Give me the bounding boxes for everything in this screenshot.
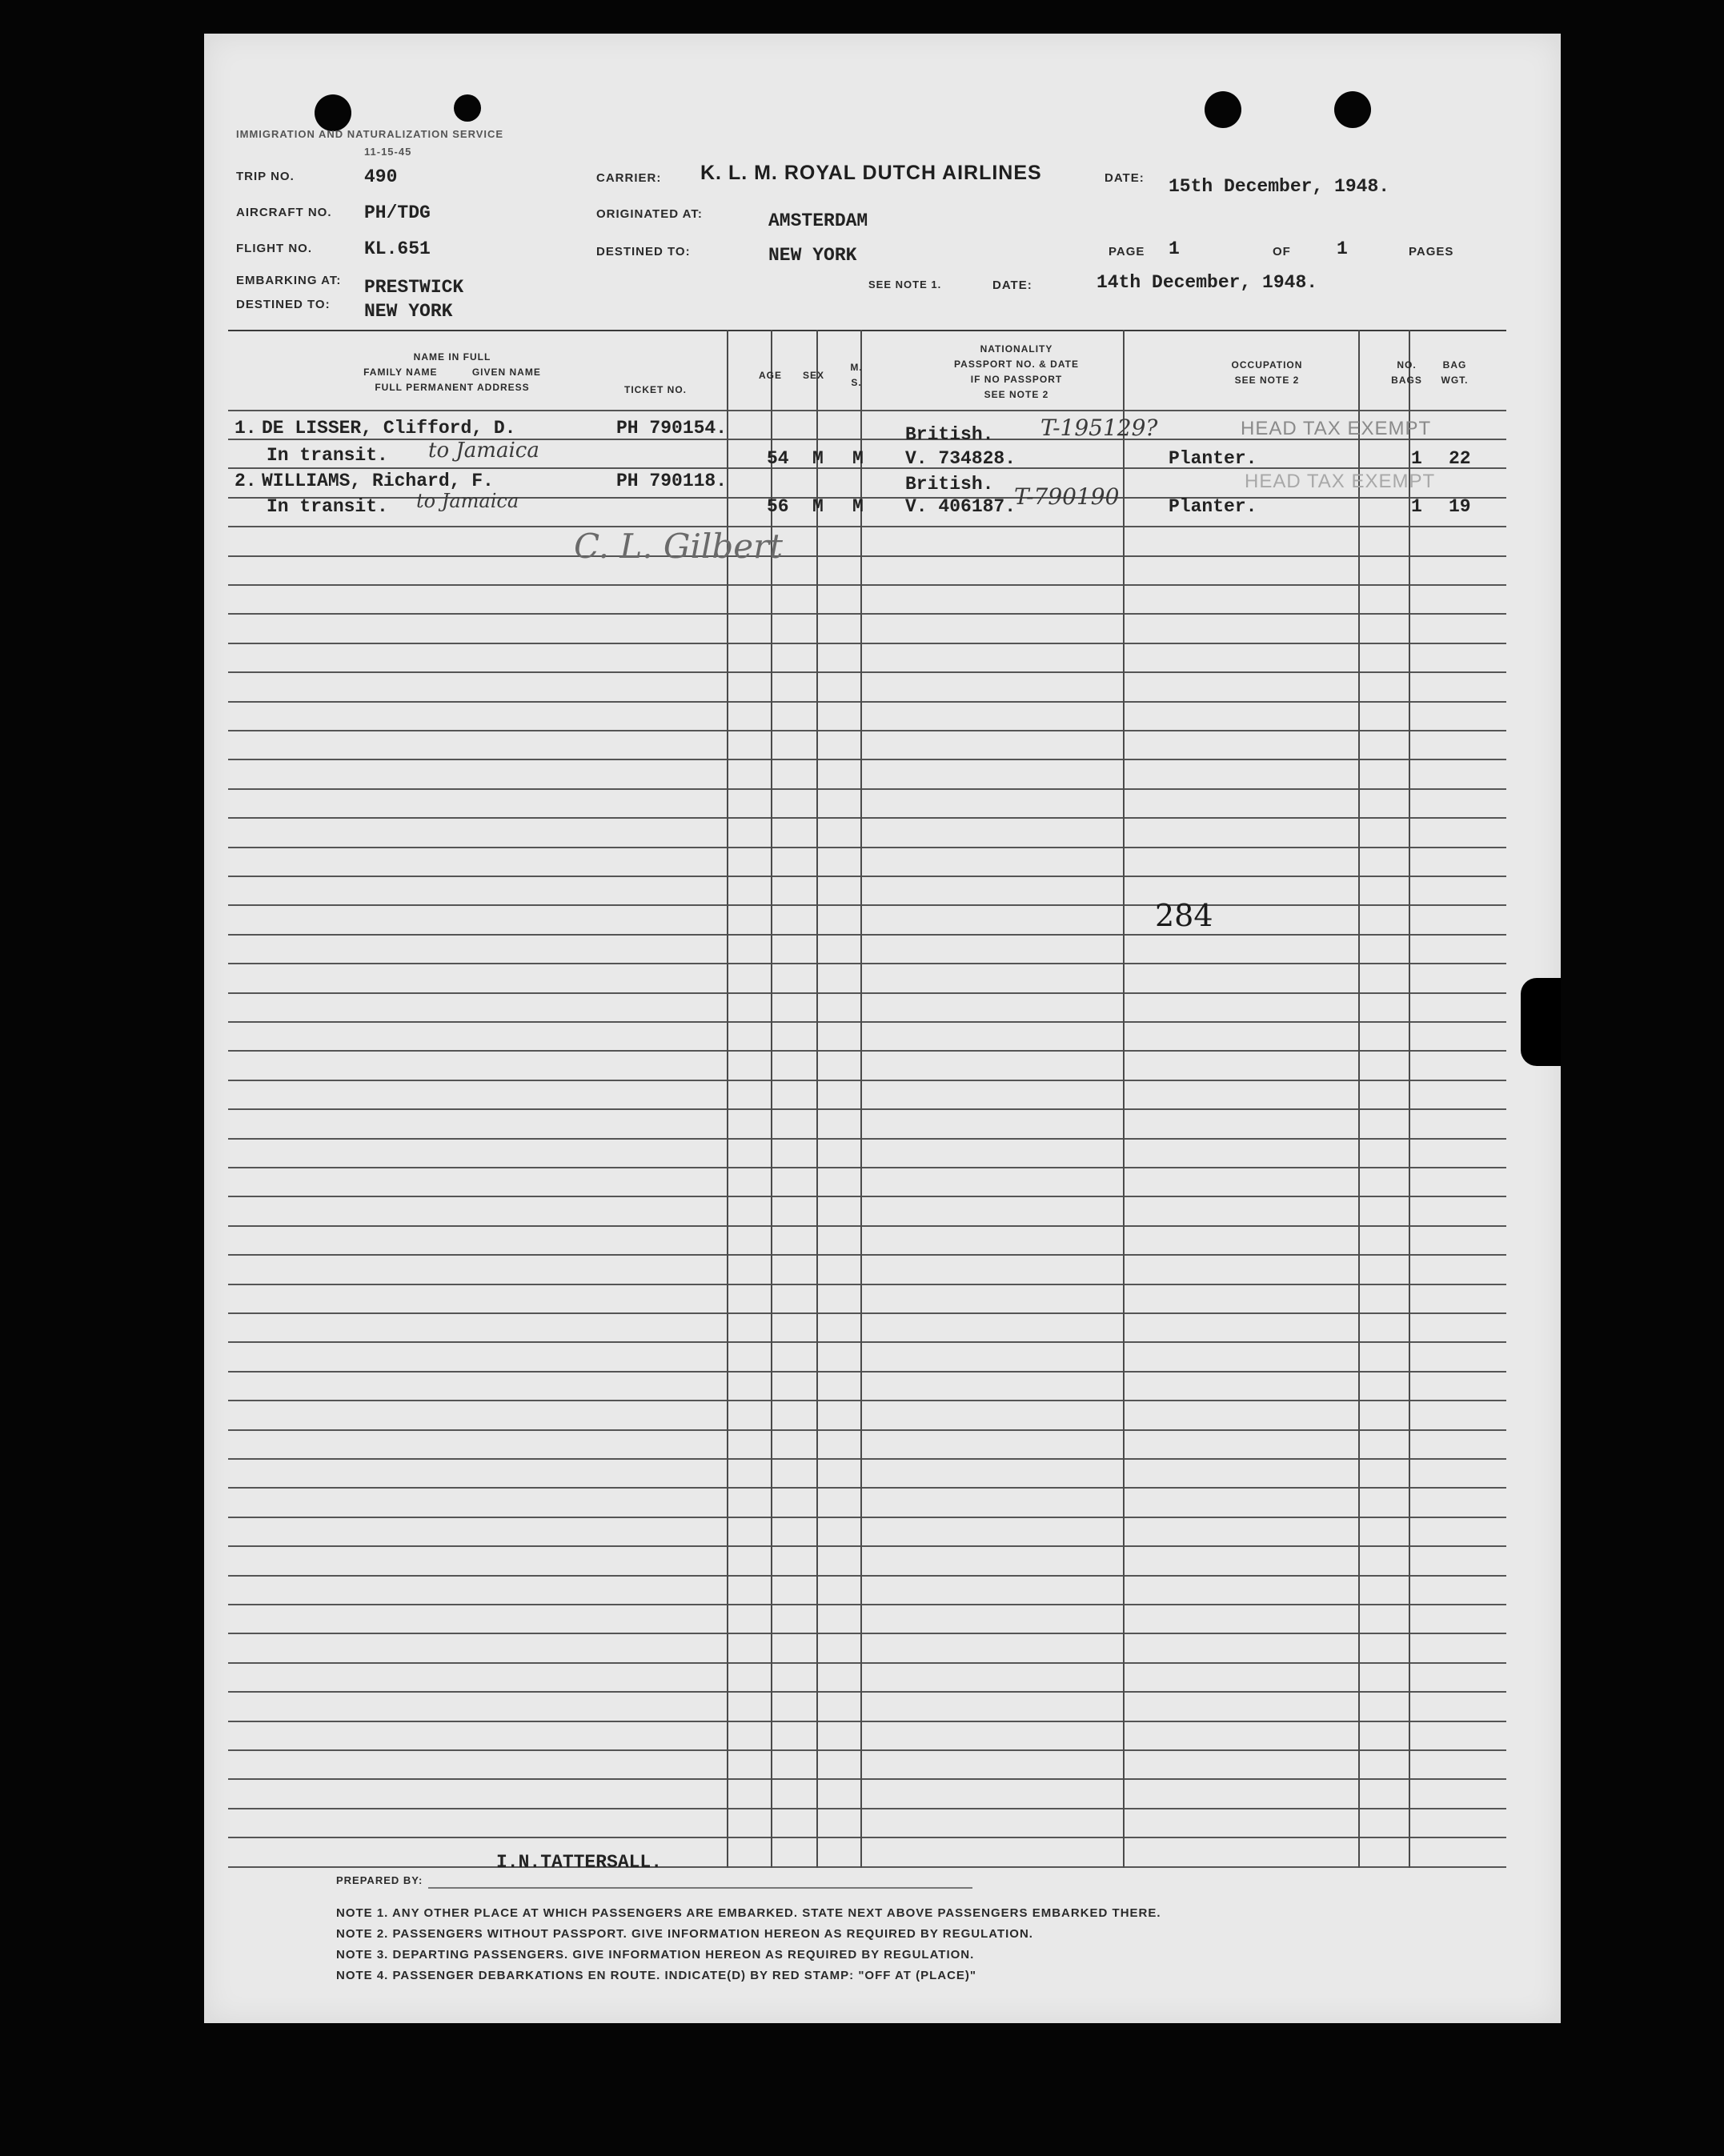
col-header-occ-line2: SEE NOTE 2 xyxy=(1234,375,1300,386)
table-rule xyxy=(228,1517,1506,1518)
table-rule xyxy=(228,1837,1506,1838)
table-rule xyxy=(228,847,1506,848)
pages-label: PAGES xyxy=(1409,245,1454,258)
table-column-divider xyxy=(860,330,862,1868)
table-rule xyxy=(228,1808,1506,1809)
table-rule xyxy=(228,759,1506,760)
note-3: NOTE 3. DEPARTING PASSENGERS. GIVE INFORMATION HEREON AS REQUIRED BY REGULATION. xyxy=(336,1948,975,1962)
signature-initials: C. L. Gilbert xyxy=(574,527,784,566)
p1-address-handwritten: to Jamaica xyxy=(428,439,539,463)
col-header-bag-wgt xyxy=(1433,358,1477,388)
table-column-divider xyxy=(1409,330,1410,1868)
p1-wgt: 22 xyxy=(1449,448,1471,469)
prepared-by-label: PREPARED BY: xyxy=(336,1874,423,1886)
table-rule xyxy=(228,1312,1506,1314)
table-rule xyxy=(228,1284,1506,1285)
date-value: 15th December, 1948. xyxy=(1169,176,1390,197)
p2-sex: M xyxy=(812,496,824,517)
table-column-divider xyxy=(1123,330,1125,1868)
col-header-ms xyxy=(844,360,868,391)
table-rule xyxy=(228,643,1506,644)
col-header-age: AGE xyxy=(759,370,783,381)
p1-sex: M xyxy=(812,448,824,469)
table-rule xyxy=(228,1487,1506,1489)
col-header-ticket: TICKET NO. xyxy=(624,384,687,395)
col-header-name-line3: FULL PERMANENT ADDRESS xyxy=(375,382,530,393)
p2-wgt: 19 xyxy=(1449,496,1471,517)
col-header-name-line1: NAME IN FULL xyxy=(413,351,491,363)
table-rule xyxy=(228,701,1506,703)
flight-no-value: KL.651 xyxy=(364,238,431,259)
carrier-value: K. L. M. ROYAL DUTCH AIRLINES xyxy=(700,162,1042,184)
p2-age: 56 xyxy=(767,496,789,517)
of-value: 1 xyxy=(1337,238,1348,259)
table-rule xyxy=(228,934,1506,936)
p2-nationality: British. xyxy=(905,474,994,495)
punch-hole-right-1 xyxy=(1205,91,1241,128)
table-rule xyxy=(228,1575,1506,1577)
p1-nationality: British. xyxy=(905,424,994,445)
p2-ticket: PH 790118. xyxy=(616,471,728,491)
note-4: NOTE 4. PASSENGER DEBARKATIONS EN ROUTE. INDICATE(D) BY RED STAMP: "OFF AT (PLACE)" xyxy=(336,1969,977,1982)
aircraft-no-value: PH/TDG xyxy=(364,202,431,223)
torn-edge-shadow xyxy=(1521,978,1561,1066)
col-header-nat-line4: SEE NOTE 2 xyxy=(984,389,1049,400)
col-header-occupation xyxy=(1151,358,1383,388)
table-rule xyxy=(228,1138,1506,1140)
date-label: DATE: xyxy=(1105,171,1145,185)
p2-name: WILLIAMS, Richard, F. xyxy=(262,471,494,491)
table-rule xyxy=(228,555,1506,557)
p2-head-tax-stamp: HEAD TAX EXEMPT xyxy=(1245,471,1436,492)
table-rule xyxy=(228,1633,1506,1634)
table-rule xyxy=(228,1778,1506,1780)
col-header-sex: SEX xyxy=(803,370,825,381)
table-rule xyxy=(228,1691,1506,1693)
col-header-wgt-line2: WGT. xyxy=(1441,375,1469,386)
p2-address-handwritten: to Jamaica xyxy=(416,490,519,512)
destined-to-top-label: DESTINED TO: xyxy=(596,245,691,258)
page-label: PAGE xyxy=(1109,245,1145,258)
p1-passport: V. 734828. xyxy=(905,448,1016,469)
page-value: 1 xyxy=(1169,238,1180,259)
of-label: OF xyxy=(1273,245,1291,258)
table-rule xyxy=(228,1545,1506,1547)
table-column-divider xyxy=(816,330,818,1868)
p2-occupation: Planter. xyxy=(1169,496,1257,517)
table-rule xyxy=(228,904,1506,906)
p2-passport: V. 406187. xyxy=(905,496,1016,517)
p1-nationality-handwritten: T-195129? xyxy=(1040,415,1158,441)
col-header-occ-line1: OCCUPATION xyxy=(1231,359,1303,371)
see-note-1: SEE NOTE 1. xyxy=(868,279,942,291)
table-rule xyxy=(228,876,1506,877)
col-header-nat-line1: NATIONALITY xyxy=(980,343,1053,355)
embarking-at-value: PRESTWICK xyxy=(364,277,464,298)
col-header-bags-line2: BAGS xyxy=(1391,375,1422,386)
col-header-ms-line2: S. xyxy=(851,377,862,388)
passenger-table xyxy=(228,330,1506,1868)
aircraft-no-label: AIRCRAFT NO. xyxy=(236,206,332,219)
note-2: NOTE 2. PASSENGERS WITHOUT PASSPORT. GIVE INFORMATION HEREON AS REQUIRED BY REGULATION. xyxy=(336,1927,1033,1941)
col-header-nationality xyxy=(888,342,1145,403)
table-rule xyxy=(228,992,1506,994)
col-header-bags xyxy=(1385,358,1429,388)
p2-address: In transit. xyxy=(267,496,388,517)
note-1: NOTE 1. ANY OTHER PLACE AT WHICH PASSENGERS ARE EMBARKED. STATE NEXT ABOVE PASSENGERS EMBARKED THERE. xyxy=(336,1906,1161,1920)
form-header: IMMIGRATION AND NATURALIZATION SERVICE xyxy=(236,128,504,140)
destined-to-label: DESTINED TO: xyxy=(236,298,331,311)
table-rule xyxy=(228,584,1506,586)
col-header-nat-line2: PASSPORT NO. & DATE xyxy=(954,359,1079,370)
p1-address: In transit. xyxy=(267,445,388,466)
p1-ms: M xyxy=(852,448,864,469)
date2-value: 14th December, 1948. xyxy=(1097,272,1318,293)
p1-name: DE LISSER, Clifford, D. xyxy=(262,418,516,439)
p1-head-tax-stamp: HEAD TAX EXEMPT xyxy=(1241,418,1432,439)
table-rule xyxy=(228,1721,1506,1722)
date2-label: DATE: xyxy=(992,279,1032,292)
table-rule xyxy=(228,613,1506,615)
table-rule xyxy=(228,1225,1506,1227)
col-header-name-line2: FAMILY NAME GIVEN NAME xyxy=(363,367,541,378)
p2-passport-handwritten: T-790190 xyxy=(1014,483,1120,510)
col-header-wgt-line1: BAG xyxy=(1442,359,1467,371)
destined-to-top-value: NEW YORK xyxy=(768,245,857,266)
originated-at-label: ORIGINATED AT: xyxy=(596,207,703,221)
table-rule xyxy=(228,1080,1506,1081)
table-rule xyxy=(228,730,1506,731)
table-rule xyxy=(228,1604,1506,1605)
p1-ticket: PH 790154. xyxy=(616,418,728,439)
trip-no-label: TRIP NO. xyxy=(236,170,295,183)
carrier-label: CARRIER: xyxy=(596,171,662,185)
table-rule xyxy=(228,1050,1506,1052)
p1-occupation: Planter. xyxy=(1169,448,1257,469)
table-rule xyxy=(228,1196,1506,1197)
p2-bags: 1 xyxy=(1411,496,1422,517)
punch-hole-right-2 xyxy=(1334,91,1371,128)
originated-at-value: AMSTERDAM xyxy=(768,210,868,231)
col-header-ms-line1: M. xyxy=(850,362,863,373)
p1-num: 1. xyxy=(235,418,257,439)
table-rule xyxy=(228,1662,1506,1664)
table-rule xyxy=(228,963,1506,964)
col-header-nat-line3: IF NO PASSPORT xyxy=(970,374,1063,385)
p2-num: 2. xyxy=(235,471,257,491)
table-rule xyxy=(228,817,1506,819)
table-rule xyxy=(228,1254,1506,1256)
table-rule xyxy=(228,1400,1506,1401)
p2-ms: M xyxy=(852,496,864,517)
table-rule xyxy=(228,1108,1506,1110)
page-stamp-number: 284 xyxy=(1155,898,1213,933)
table-rule xyxy=(228,467,1506,469)
table-rule xyxy=(228,1371,1506,1373)
trip-no-value: 490 xyxy=(364,166,398,187)
table-rule xyxy=(228,1341,1506,1343)
p1-bags: 1 xyxy=(1411,448,1422,469)
manifest-sheet xyxy=(204,34,1561,2023)
flight-no-label: FLIGHT NO. xyxy=(236,242,312,255)
table-rule xyxy=(228,788,1506,790)
table-rule xyxy=(228,1021,1506,1023)
table-rule xyxy=(228,1866,1506,1868)
col-header-bags-line1: NO. xyxy=(1397,359,1417,371)
punch-hole-left-2 xyxy=(454,94,481,122)
embarking-at-label: EMBARKING AT: xyxy=(236,274,342,287)
prepared-by-value: I.N.TATTERSALL. xyxy=(496,1852,663,1873)
destined-to-value: NEW YORK xyxy=(364,301,453,322)
col-header-name xyxy=(252,350,652,395)
form-number: 11-15-45 xyxy=(364,146,412,158)
p1-age: 54 xyxy=(767,448,789,469)
table-rule xyxy=(228,1458,1506,1460)
table-column-divider xyxy=(1358,330,1360,1868)
table-rule xyxy=(228,526,1506,527)
table-rule xyxy=(228,671,1506,673)
table-rule xyxy=(228,1749,1506,1751)
table-rule xyxy=(228,1167,1506,1168)
punch-hole-left-1 xyxy=(315,94,351,131)
table-rule xyxy=(228,330,1506,331)
prepared-by-line xyxy=(428,1887,972,1889)
table-rule xyxy=(228,1429,1506,1431)
table-rule xyxy=(228,410,1506,411)
